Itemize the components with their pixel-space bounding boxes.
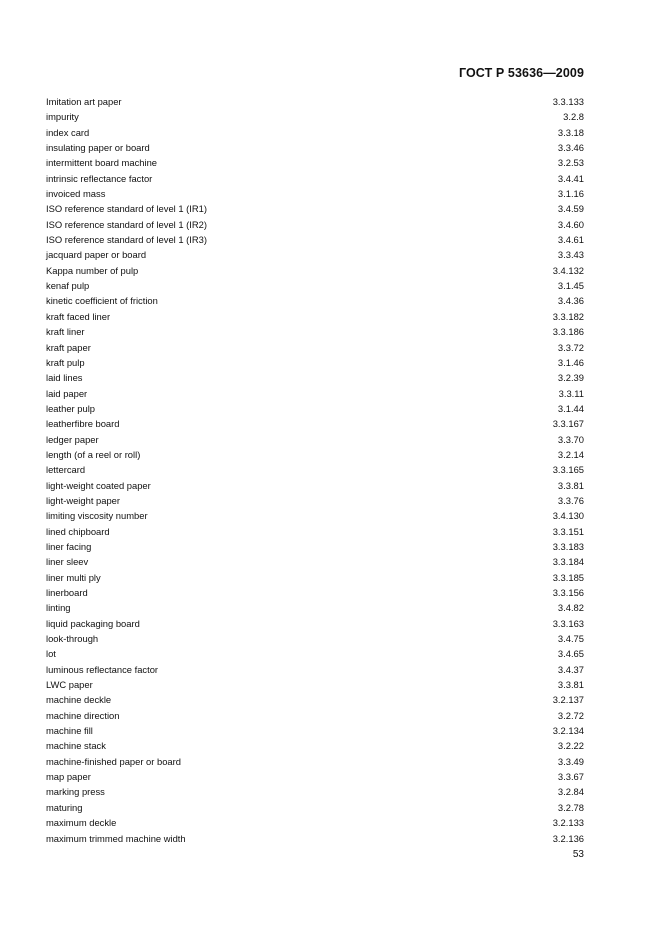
- index-term: map paper: [46, 771, 91, 783]
- index-reference: 3.3.67: [557, 771, 584, 783]
- index-entry: [46, 94, 584, 109]
- index-term: maximum trimmed machine width: [46, 832, 186, 844]
- index-term: machine stack: [46, 740, 106, 752]
- index-term: machine direction: [46, 709, 120, 721]
- index-entry: [46, 600, 584, 615]
- index-reference: 3.4.37: [557, 663, 584, 675]
- index-term: intrinsic reflectance factor: [46, 172, 153, 184]
- index-entry: [46, 646, 584, 661]
- index-entry: [46, 232, 584, 247]
- index-reference: 3.4.130: [552, 510, 584, 522]
- index-reference: 3.4.132: [552, 264, 584, 276]
- index-reference: 3.3.49: [557, 755, 584, 767]
- index-entry: [46, 662, 584, 677]
- index-term: linting: [46, 602, 71, 614]
- index-term: leatherfibre board: [46, 418, 120, 430]
- index-term: machine-finished paper or board: [46, 755, 181, 767]
- index-reference: 3.3.183: [552, 540, 584, 552]
- index-entry: [46, 631, 584, 646]
- index-reference: 3.3.185: [552, 571, 584, 583]
- index-term: length (of a reel or roll): [46, 448, 141, 460]
- index-entry: [46, 708, 584, 723]
- index-term: lettercard: [46, 464, 86, 476]
- index-term: Imitation art paper: [46, 96, 122, 107]
- index-reference: 3.2.84: [557, 786, 584, 798]
- index-reference: 3.3.133: [552, 96, 584, 107]
- index-term: insulating paper or board: [46, 142, 150, 154]
- index-reference: 3.2.134: [552, 725, 584, 737]
- index-term: maximum deckle: [46, 817, 117, 829]
- index-term: kraft liner: [46, 326, 85, 338]
- index-reference: 3.4.65: [557, 648, 584, 660]
- index-entry: [46, 447, 584, 462]
- index-entry: [46, 432, 584, 447]
- index-term: Kappa number of pulp: [46, 264, 139, 276]
- index-reference: 3.3.81: [557, 479, 584, 491]
- index-entry: [46, 800, 584, 815]
- index-reference: 3.3.43: [557, 249, 584, 261]
- index-reference: 3.1.44: [557, 402, 584, 414]
- index-term: invoiced mass: [46, 188, 106, 200]
- index-entry: [46, 401, 584, 416]
- index-reference: 3.3.81: [557, 679, 584, 691]
- index-reference: 3.3.18: [557, 126, 584, 138]
- index-reference: 3.3.76: [557, 494, 584, 506]
- index-entry: [46, 293, 584, 308]
- index-entry: [46, 309, 584, 324]
- index-term: look-through: [46, 633, 99, 645]
- index-reference: 3.4.82: [557, 602, 584, 614]
- index-reference: 3.2.8: [563, 111, 584, 123]
- index-term: LWC paper: [46, 679, 93, 691]
- index-entry: [46, 140, 584, 155]
- index-term: liner sleev: [46, 556, 89, 568]
- index-entry: [46, 554, 584, 569]
- index-reference: 3.2.53: [557, 157, 584, 169]
- index-term: limiting viscosity number: [46, 510, 148, 522]
- index-term: kinetic coefficient of friction: [46, 295, 158, 307]
- index-term: maturing: [46, 801, 83, 813]
- index-reference: 3.3.72: [557, 341, 584, 353]
- index-entry: [46, 784, 584, 799]
- index-reference: 3.3.182: [552, 310, 584, 322]
- index-reference: 3.4.36: [557, 295, 584, 307]
- index-entry: [46, 508, 584, 523]
- index-entry: [46, 677, 584, 692]
- index-term: ISO reference standard of level 1 (IR1): [46, 203, 208, 215]
- index-reference: 3.3.151: [552, 525, 584, 537]
- index-reference: 3.2.72: [557, 709, 584, 721]
- index-term: impurity: [46, 111, 79, 123]
- index-entry: [46, 493, 584, 508]
- index-reference: 3.4.59: [557, 203, 584, 215]
- index-entry: [46, 462, 584, 477]
- index-entry: [46, 263, 584, 278]
- index-entry: [46, 386, 584, 401]
- index-entry: [46, 201, 584, 216]
- index-reference: 3.3.184: [552, 556, 584, 568]
- index-reference: 3.3.11: [558, 387, 584, 399]
- index-term: laid paper: [46, 387, 88, 399]
- index-reference: 3.3.46: [557, 142, 584, 154]
- index-reference: 3.2.39: [557, 372, 584, 384]
- index-entry: [46, 278, 584, 293]
- index-reference: 3.1.45: [557, 280, 584, 292]
- index-reference: 3.3.163: [552, 617, 584, 629]
- index-entry: [46, 109, 584, 124]
- index-reference: 3.2.78: [557, 801, 584, 813]
- index-reference: 3.3.167: [552, 418, 584, 430]
- index-reference: 3.3.70: [557, 433, 584, 445]
- index-reference: 3.2.133: [552, 817, 584, 829]
- index-term: linerboard: [46, 587, 88, 598]
- index-reference: 3.4.75: [557, 633, 584, 645]
- index-entry: [46, 186, 584, 201]
- index-entry: [46, 723, 584, 738]
- index-entry: [46, 247, 584, 262]
- index-term: liner multi ply: [46, 571, 101, 583]
- index-entry: [46, 585, 584, 600]
- index-entry: [46, 340, 584, 355]
- index-entry: [46, 171, 584, 186]
- index-term: marking press: [46, 786, 105, 798]
- index-term: luminous reflectance factor: [46, 663, 159, 675]
- index-term: ISO reference standard of level 1 (IR2): [46, 218, 208, 230]
- index-entry: [46, 754, 584, 769]
- page-header-title: ГОСТ Р 53636—2009: [458, 66, 584, 80]
- index-term: index card: [46, 126, 90, 138]
- index-term: light-weight coated paper: [46, 479, 151, 491]
- index-reference: 3.4.41: [557, 172, 584, 184]
- index-reference: 3.4.61: [557, 234, 584, 246]
- index-term: light-weight paper: [46, 494, 121, 506]
- index-term: kenaf pulp: [46, 280, 90, 292]
- index-entry: [46, 616, 584, 631]
- index-term: kraft faced liner: [46, 310, 111, 322]
- index-reference: 3.3.186: [552, 326, 584, 338]
- index-term: kraft pulp: [46, 356, 85, 368]
- index-term: ledger paper: [46, 433, 99, 445]
- index-reference: 3.3.156: [552, 587, 584, 598]
- index-term: machine fill: [46, 725, 93, 737]
- index-term: intermittent board machine: [46, 157, 157, 169]
- index-reference: 3.3.165: [552, 464, 584, 476]
- index-term: liner facing: [46, 540, 92, 552]
- index-term: laid lines: [46, 372, 83, 384]
- index-entry: [46, 355, 584, 370]
- index-reference: 3.1.46: [557, 356, 584, 368]
- index-entry: [46, 692, 584, 707]
- index-entry: [46, 815, 584, 830]
- index-term: jacquard paper or board: [46, 249, 147, 261]
- index-entry: [46, 416, 584, 431]
- index-entry: [46, 539, 584, 554]
- index-reference: 3.2.14: [557, 448, 584, 460]
- index-reference: 3.4.60: [557, 218, 584, 230]
- index-term: leather pulp: [46, 402, 95, 414]
- index-term: liquid packaging board: [46, 617, 140, 629]
- page-number: 53: [572, 849, 584, 860]
- index-term: kraft paper: [46, 341, 91, 353]
- index-term: machine deckle: [46, 694, 112, 706]
- index-term: lot: [46, 648, 56, 660]
- index-term: ISO reference standard of level 1 (IR3): [46, 234, 208, 246]
- index-reference: 3.2.136: [552, 832, 584, 844]
- index-reference: 3.2.137: [552, 694, 584, 706]
- index-entry: [46, 324, 584, 339]
- index-entry: [46, 370, 584, 385]
- index-entry: [46, 524, 584, 539]
- index-entry: [46, 831, 584, 846]
- index-entry: [46, 570, 584, 585]
- index-entry: [46, 738, 584, 753]
- index-entry: [46, 125, 584, 140]
- index-entry: [46, 217, 584, 232]
- index-term: lined chipboard: [46, 525, 110, 537]
- index-entry: [46, 478, 584, 493]
- index-entry: [46, 769, 584, 784]
- index-list: [46, 94, 584, 846]
- index-reference: 3.2.22: [557, 740, 584, 752]
- index-reference: 3.1.16: [557, 188, 584, 200]
- index-entry: [46, 155, 584, 170]
